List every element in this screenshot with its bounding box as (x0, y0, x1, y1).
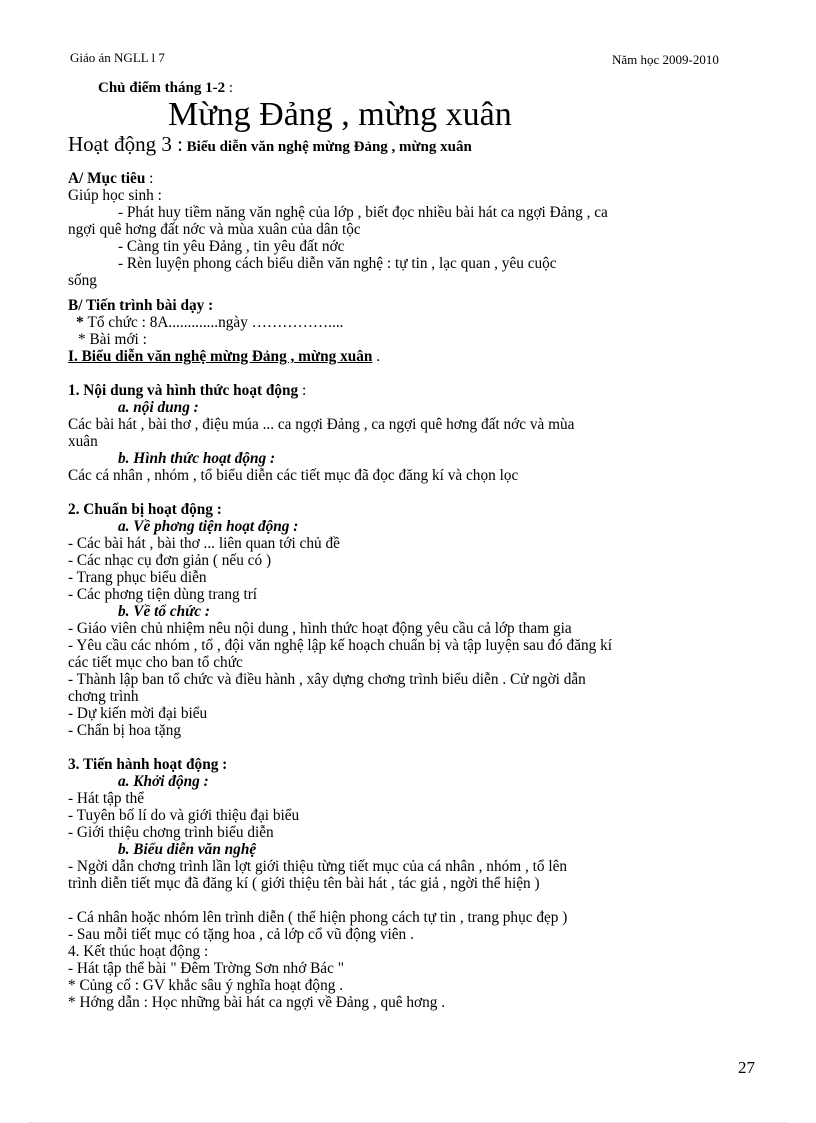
text-line: * Bài mới : (78, 331, 147, 348)
list-item: - Chẩn bị hoa tặng (68, 722, 182, 739)
subheading: b. Hình thức hoạt động : (118, 450, 276, 467)
list-item: - Các bài hát , bài thơ ... liên quan tới chủ đề (68, 535, 340, 552)
section-a-heading (68, 170, 768, 187)
list-item: - Sau mỗi tiết mục có tặng hoa , cả lớp cổ vũ động viên . (68, 926, 414, 943)
org-line-text: Tổ chức : 8A.............ngày …………….... (87, 314, 344, 331)
theme-label-colon: : (225, 80, 234, 96)
section-i-tail: . (372, 348, 381, 365)
text-line: Các cá nhân , nhóm , tổ biểu diễn các tiết mục đã đọc đăng kí và chọn lọc (68, 467, 519, 484)
header-right: Năm học 2009-2010 (612, 52, 719, 67)
subsection-2-heading: 2. Chuẩn bị hoạt động : (68, 501, 222, 518)
theme-label (98, 80, 233, 97)
activity-label: Hoạt động 3 : (68, 132, 183, 156)
subsection-1-heading (68, 382, 768, 399)
text-line: Các bài hát , bài thơ , điệu múa ... ca ngợi Đảng , ca ngợi quê hơng đất nớc và mùa (68, 416, 575, 433)
star-marker: * (76, 314, 88, 331)
text-line: chơng trình (68, 688, 139, 705)
subheading: a. nội dung : (118, 399, 199, 416)
subsection-1-title: 1. Nội dung và hình thức hoạt động (68, 382, 299, 399)
text-line: sống (68, 272, 97, 289)
text-line: * Củng cố : GV khắc sâu ý nghĩa hoạt động . (68, 977, 344, 994)
subheading: b. Biểu diễn văn nghệ (118, 841, 257, 858)
page-title: Mừng Đảng , mừng xuân (168, 96, 512, 133)
page-number: 27 (738, 1058, 755, 1077)
section-i-heading (68, 348, 768, 365)
section-i-title: I. Biểu diễn văn nghệ mừng Đảng , mừng xuân (68, 348, 373, 365)
header-left: Giáo án NGLL l 7 (70, 50, 165, 65)
list-item: - Hát tập thể (68, 790, 145, 807)
text-line: - Rèn luyện phong cách biểu diễn văn nghệ : tự tin , lạc quan , yêu cuộc (118, 255, 557, 272)
text-line: các tiết mục cho ban tổ chức (68, 654, 243, 671)
activity-title (68, 132, 472, 157)
list-item: - Tuyên bố lí do và giới thiệu đại biểu (68, 807, 300, 824)
list-item: - Cá nhân hoặc nhóm lên trình diễn ( thể hiện phong cách tự tin , trang phục đẹp ) (68, 909, 568, 926)
text-line: xuân (68, 433, 98, 450)
list-item: - Thành lập ban tổ chức và điều hành , xây dựng chơng trình biểu diễn . Cử ngời dẫn (68, 671, 586, 688)
list-item: - Yêu cầu các nhóm , tổ , đội văn nghệ lập kế hoạch chuẩn bị và tập luyện sau đó đăng kí (68, 637, 613, 654)
theme-label-text: Chủ điểm tháng 1-2 (98, 80, 226, 96)
subheading: a. Về phơng tiện hoạt động : (118, 518, 299, 535)
text-line: trình diễn tiết mục đã đăng kí ( giới thiệu tên bài hát , tác giả , ngời thể hiện ) (68, 875, 540, 892)
section-b-heading: B/ Tiến trình bài dạy : (68, 297, 214, 314)
subsection-1-colon: : (298, 382, 307, 399)
list-item: - Hát tập thể bài " Đêm Trờng Sơn nhớ Bác " (68, 960, 344, 977)
subheading: a. Khởi động : (118, 773, 209, 790)
text-line: * Hớng dẫn : Học những bài hát ca ngợi về Đảng , quê hơng . (68, 994, 446, 1011)
subsection-3-heading: 3. Tiến hành hoạt động : (68, 756, 228, 773)
list-item: - Các nhạc cụ đơn giản ( nếu có ) (68, 552, 272, 569)
activity-subtitle: Biểu diễn văn nghệ mừng Đảng , mừng xuân (182, 139, 472, 155)
text-line (68, 314, 768, 331)
text-line: ngợi quê hơng đất nớc và mùa xuân của dân tộc (68, 221, 361, 238)
list-item: - Giáo viên chủ nhiệm nêu nội dung , hình thức hoạt động yêu cầu cả lớp tham gia (68, 620, 572, 637)
list-item: - Trang phục biểu diễn (68, 569, 207, 586)
section-a-colon: : (145, 170, 154, 187)
subheading: b. Về tổ chức : (118, 603, 211, 620)
list-item: - Giới thiệu chơng trình biểu diễn (68, 824, 274, 841)
text-line: Giúp học sinh : (68, 187, 162, 204)
text-line: - Càng tin yêu Đảng , tin yêu đất nớc (118, 238, 345, 255)
text-line: - Phát huy tiềm năng văn nghệ của lớp , biết đọc nhiều bài hát ca ngợi Đảng , ca (118, 204, 608, 221)
list-item: - Các phơng tiện dùng trang trí (68, 586, 258, 603)
subsection-4-heading: 4. Kết thúc hoạt động : (68, 943, 209, 960)
list-item: - Ngời dẫn chơng trình lần lợt giới thiệu từng tiết mục của cá nhân , nhóm , tổ lên (68, 858, 568, 875)
lesson-body (68, 170, 768, 1011)
list-item: - Dự kiến mời đại biểu (68, 705, 208, 722)
section-a-title: A/ Mục tiêu (68, 170, 146, 187)
